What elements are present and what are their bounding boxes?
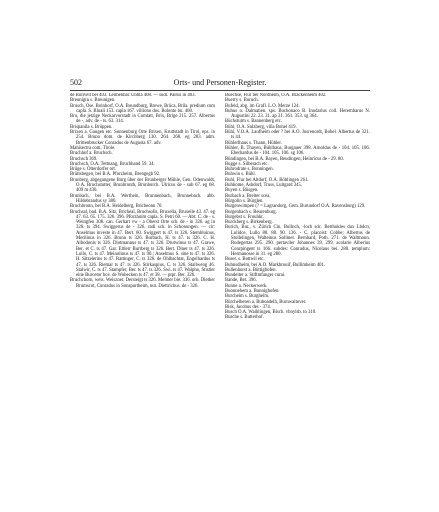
- register-entry: Brixen a. Gaugen etc. Sonnenburg Orte Brixen, Kruttstadt in Tirol, eps. in 254. Bruno dom. de Kirchberg 130. 264. 268. eg 283. adm. Brittenbrucker Conradus de Augusta 67. adv.: [70, 130, 215, 146]
- register-entry: Buhl, Flur bei Altdorf, O.A. Böblingen 261.: [225, 177, 309, 183]
- register-entry: Buser. s. Bottwil etc.: [225, 257, 265, 263]
- register-entry: Bühler, B. Thayen, Bühlhaus, Burgauer 398. Arnoldus de - 104. 105. 106. Eberhardus de - 104. 105. 106. sg 106.: [225, 145, 370, 157]
- register-entry: Bürchelberen a. Buboadelh, Burnwaltover.: [225, 299, 307, 305]
- register-entry: Brüttsbegen, bei B.A. Pforzheim, Brengegb 92.: [70, 172, 161, 178]
- register-entry: Burbach a. Breiter scea.: [225, 193, 271, 199]
- register-entry: Buhwin s. Bühl.: [225, 172, 256, 178]
- register-entry: Mahisectra com. Tirole.: [70, 145, 116, 151]
- register-entry: Burich, Bur., v. Zürich Cin. Bullnch, -loch sdc. Berthokles dux Lbdcn, Lolidce, Lullo 88. 88. 90. 136. - C. placoist: Cobbe; Albertus de Stollelingen, Walteinus Sollmer. Bernhard, Poth. 271. de Waltmonn. Rodegertas 295. 290. pertaviler Johannes 39. 299. acolarie Alberius Conrpingent ts 166. subdes: Conradus, Nicolaus bei. 280. templum: Hermanosse in 31. eg 280.: [225, 225, 370, 257]
- register-entry: Bruchsch 369.: [70, 156, 98, 162]
- register-entry: Burgebst s. Frouhkr.: [225, 214, 264, 220]
- register-entry: Busche s. Butterhof.: [225, 315, 264, 321]
- register-entry: Buhhome, Ashdorf, Truss, Luitgard 345.: [225, 183, 303, 189]
- register-entry: Burgenbach s. Beurenburg.: [225, 209, 277, 215]
- register-entry: Bühl, V.O.A. Laufheim oder ? bei A.O. Jusrenordt, Bohel. Albertus de 321. ts 44.: [225, 130, 370, 141]
- register-entry: Burckberg s. Birkenberg.: [225, 220, 273, 226]
- running-title: Orts- und Personen-Register.: [173, 78, 267, 87]
- register-entry: Brispanila s. Brüppen.: [70, 124, 113, 130]
- register-entry: Bündingen, bei B.A. Bayen, Beudingen, Heinricus de - 29. 80.: [225, 156, 344, 162]
- register-entry: Buerry s. Buruch.: [225, 98, 259, 104]
- register-entry: Burcheim s. Burgheim.: [225, 294, 270, 300]
- register-entry: Bruchchorn, weis. Weiszner. Dersteigt ts 326. Melmer bie. 336. orb. Diether Brumscot, Cunradus in Sonspurtheim, nut. Diettrichus. de - 326.: [70, 278, 215, 289]
- register-entry: Bisk, Jacobus des - 374.: [225, 304, 271, 310]
- register-entry: Bruchsal, bad. B.A. Sitz, Bricheal, Bruchsolls, Bruxella, Bruxelle 43. 47. eg 47. 63. 65. 175. 326. 396. Pforzhoim capla. S. Petri 60. — Abt: C. de - s. Weingfen 308. can. Gerhart vw - a Oberst Orte sch. de - in 326. ag in 326. ts 394. Swiggerus de - 326. radi sch. in Schonungen. — cir: Anselmus investe in 47. Bert. 60. Swiggert ts 47. ts 326. Stemhluinus, Merilinus in 326. Bruno ts 326. Burbach, H. ts 47. ts 326. C. H. Albodonis ts 326. Diotmannus ts 47. ts 326. Drutwinus ts 47. Grawe, Ber. et C. ts 47. Gar. Eltlerr Burrberg ts 326. Bert. Diner ts 47. ts 326. Lollo, C. ts 47. Meinolinus ts 47. ts 90.; Anselmus S. sine ts 47. ts 326. H. Sitzelerins ts 47. Rattinger, C. ts 326. de Ohlbachtat, Engelhardus ts 47. ts 326. Riemar ts 47. ts 326. Stirkaspius, C. ts 326. Stallweng 46. Stalwir, C. ts 47. Stampfer, Ber. ts 47. ts 326. Swi. ts 47. Walpho, Stistler eine Burcetor hov. de Wobecken ts 47. et 38. — prpr. Ber. 326.: [70, 209, 215, 279]
- register-entry: Brüge s. Otterdorfer ort.: [70, 167, 117, 173]
- register-entry: Bufeld, abg. im Grafl. L.O. Merze 124.: [225, 103, 300, 109]
- register-entry: Bühl, O.A. Sulzberg, villa Bohel 419.: [225, 124, 297, 130]
- register-entry: Burgenwimpen (? = Lagrandorg, Gem. Burundorf O.A. Ravensburg) 129.: [225, 204, 366, 210]
- left-column: [70, 93, 215, 289]
- register-entry: Bullenhorst a. Büttighofen.: [225, 267, 277, 273]
- register-entry: Bande, Ber. 396.: [225, 278, 257, 284]
- register-entry: Busch O.A. Waiblingen, Bisch. vbnylsb. to 310.: [225, 310, 317, 316]
- register-columns: [70, 93, 370, 425]
- register-entry: Bru, die jetzige Neckarvorstadt in Comtatt, Brix, Brige 215. 257. Albertus de -, adv. de - ts. 63. 314.: [70, 114, 215, 125]
- register-entry: Buhus n. Dalmatien. sps. Buchonaco B. Inodarius coll. Herembarus N. Augustini 22. 23. 31. ap 31. 361. 353. sg 364.: [225, 108, 370, 120]
- page-header: [70, 78, 370, 88]
- register-entry: Bürgolin s. Bürglen.: [225, 198, 264, 204]
- register-entry: Bundeiter a. Stiftmfanger curai.: [225, 273, 286, 279]
- header-rule: [70, 90, 370, 91]
- page-number: 502: [70, 78, 82, 87]
- register-entry: Buonnehem a. Bunnighofen.: [225, 288, 280, 294]
- register-entry: Buhrodrate s. Bonningen.: [225, 167, 274, 173]
- register-entry: Brunbach, bei B.A. Werthein, Brunnenbach, Brunnebach. abb. Hildebrandus sy 380.: [70, 193, 215, 204]
- register-entry: Brusch, Ose. Boinhorf, O.A. Boundburg, Brewe, Brüca, Brila. predium cum capla. S. Bloali 153. capla 167. villiono dos. Bolento bn. 400.: [70, 103, 215, 114]
- register-entry: de Bolivell bei 403. Leimenbac Übbla 408. — südl. Pairus in 403.: [70, 93, 196, 98]
- register-entry: Bruchbronn, bei B.A. Heidelberg, Bricheonn 70.: [70, 204, 163, 210]
- right-column: [225, 93, 370, 321]
- register-entry: Bugge s. Silberach etc.: [225, 161, 269, 167]
- register-entry: Bunne a. Neckerwerk.: [225, 283, 268, 289]
- register-entry: Breunigin s. Breunigen.: [70, 98, 116, 104]
- register-entry: Bühlerlhaus s. Thann, Hühler.: [225, 140, 282, 146]
- register-entry: Brunberg, abgegangene Burg über der Brunberger Mühle, Gen. Odenwaldt, O.A. Bruchstutter, Brunbronth, Brunburch. Ulricus de - sub 67. eg 68. 409 m 430.: [70, 177, 215, 194]
- register-entry: Büchsturm s. Bannenberg etc.: [225, 119, 283, 125]
- register-entry: Buechse, Flur bei Nordheim, O.A. Brackenheim 402.: [225, 93, 327, 98]
- register-entry: Bruchhof a. Bruchsch.: [70, 151, 113, 157]
- register-entry: Buyen s. Büsgen.: [225, 188, 259, 194]
- register-entry: Buhnsdheim, bei A.O. Markbrouif, Bullimheim 401.: [225, 262, 326, 268]
- register-entry: Bruchsch, O.A. Tettnang, Bruchhand 59. 34.: [70, 161, 155, 167]
